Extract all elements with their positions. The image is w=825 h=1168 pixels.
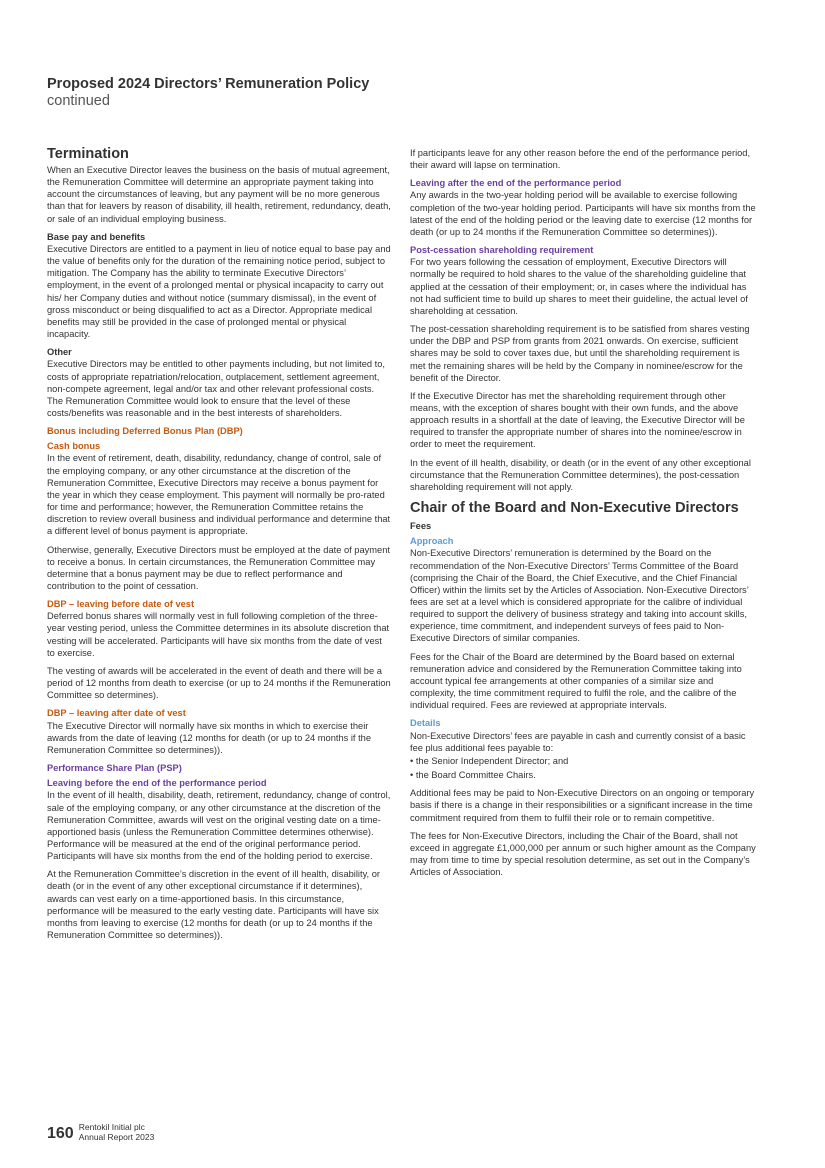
page-subtitle: continued xyxy=(47,93,110,109)
post-cessation-paragraph-4: In the event of ill health, disability, or death (or in the event of any other exceptional circumstance that the Remuneration Committee determines), the post-cessation shareholding requirement will not apply. xyxy=(410,457,751,492)
post-cessation-heading: Post-cessation shareholding requirement xyxy=(410,245,594,256)
dbp-after-vest-paragraph: The Executive Director will normally have six months in which to exercise their awards from the date of leaving (12 months for death (or up to 24 months if the Remuneration Committee so determines)). xyxy=(47,720,372,755)
page-footer xyxy=(47,1122,154,1142)
post-cessation-paragraph-1: For two years following the cessation of employment, Executive Directors will normally be required to hold shares to the value of the shareholding guideline that applied at the cessation of their employment; or, in cases where the individual has not had sufficient time to build up shares to meet their guideline, the actual level of shareholding at cessation. xyxy=(410,257,748,316)
post-cessation-paragraph-3: If the Executive Director has met the shareholding requirement through other means, with the exception of shares bought with their own funds, and the above approach results in a shortfall at the date of leaving, the Executive Director will be required to transfer the appropriate number of shares into the nominee/escrow in order to meet the requirement. xyxy=(410,390,745,450)
approach-paragraph-1: Non-Executive Directors’ remuneration is determined by the Board on the recommendation of the Non-Executive Directors’ Terms Committee of the Board (comprising the Chair of the Board, the Chief Executive, and the Chief Financial Officer) within the limits set by the Articles of Association. Non-Executive Directors’ fees are set at a level which is considered appropriate for the calibre of individual required to support the delivery of business strategy and taking into account skills, experience, time commitment, and independent surveys of fees paid to Non-Executive Directors of similar companies. xyxy=(410,548,749,644)
footer-report: Annual Report 2023 xyxy=(78,1132,155,1142)
details-paragraph: Non-Executive Directors’ fees are payable in cash and currently consist of a basic fee plus additional fees payable to: xyxy=(410,730,746,753)
page-title: Proposed 2024 Directors’ Remuneration Policy xyxy=(47,76,370,92)
left-column xyxy=(47,146,391,947)
termination-paragraph: When an Executive Director leaves the business on the basis of mutual agreement, the Remuneration Committee will determine an appropriate payment taking into account the circumstances of leaving, but any payment will be no more generous than that for leavers by reason of disability, ill health, retirement, redundancy, death, or sale of an individual employing business. xyxy=(47,165,391,224)
chair-ned-heading: Chair of the Board and Non-Executive Directors xyxy=(410,500,739,517)
psp-leaving-before-paragraph-2: At the Remuneration Committee’s discretion in the event of ill health, disability, or death (or in the event of any other exceptional circumstance if it determines), awards can vest early on a time-apportioned basis. In this circumstance, performance will be measured to the early vesting date. Participants will have six months from leaving to exercise (12 months for death (or up to 24 months if the Remuneration Committee so determines)). xyxy=(47,869,380,941)
additional-fees-paragraph: Additional fees may be paid to Non-Executive Directors on an ongoing or temporary basis if there is a change in their responsibilities or a significant increase in the time commitment required from them to fulfil their role or to remain competitive. xyxy=(410,788,755,823)
psp-leaving-before-paragraph-1: In the event of ill health, disability, death, retirement, redundancy, change of control, sale of the employing company, or any other circumstance at the discretion of the Remuneration Committee, awards will vest on the original vesting date on a time-apportioned basis (unless the Remuneration Committee determines otherwise). Performance will be measured at the end of the original performance period. Participants will have six months from the end of the holding period to exercise. xyxy=(47,790,391,862)
bullet-board-committee-chairs: • the Board Committee Chairs. xyxy=(410,770,536,781)
cash-bonus-paragraph-1: In the event of retirement, death, disability, redundancy, change of control, sale of the employing company, or any other circumstance at the discretion of the Remuneration Committee, Executive Directors may receive a bonus payment for the year in which they cease employment. This payment will normally be pro-rated for time and performance; however, the Remuneration Committee retains the discretion to review overall business and individual performance and determine that a different level of bonus payment is appropriate. xyxy=(47,453,391,537)
base-pay-heading: Base pay and benefits xyxy=(47,231,146,242)
dbp-before-vest-heading: DBP – leaving before date of vest xyxy=(47,599,195,610)
dbp-before-vest-paragraph-2: The vesting of awards will be accelerated in the event of death and there will be a period of 12 months from death to exercise (or up to 24 months if the Remuneration Committee so determines). xyxy=(47,665,391,701)
approach-heading: Approach xyxy=(410,536,454,547)
cash-bonus-paragraph-2: Otherwise, generally, Executive Directors must be employed at the date of payment to receive a bonus. In certain circumstances, the Remuneration Committee may determine that a bonus payment may be due to reflect performance and contribution to the point of cessation. xyxy=(47,544,390,591)
other-heading: Other xyxy=(47,347,72,358)
other-reason-paragraph: If participants leave for any other reason before the end of the performance period, their award will lapse on termination. xyxy=(410,148,751,171)
dbp-after-vest-heading: DBP – leaving after date of vest xyxy=(47,708,186,719)
dbp-heading: Bonus including Deferred Bonus Plan (DBP) xyxy=(47,426,243,437)
footer-company: Rentokil Initial plc xyxy=(78,1122,145,1132)
after-performance-paragraph: Any awards in the two-year holding period will be available to exercise following completion of the two-year holding period. Participants will have six months from the latest of the end of the holding period or the leaving date to exercise (12 months for death (or up to 24 months if the Remuneration Committee so determines)). xyxy=(410,190,756,237)
fees-heading: Fees xyxy=(410,521,432,532)
termination-heading: Termination xyxy=(47,146,129,162)
post-cessation-paragraph-2: The post-cessation shareholding requirement is to be satisfied from shares vesting under the DBP and PSP from grants from 2021 onwards. On exercise, sufficient shares may be sold to cover taxes due, but until the shareholding requirement is met the remaining shares will be held by the Company in nominee/escrow for the benefit of the Director. xyxy=(410,324,750,383)
base-pay-paragraph: Executive Directors are entitled to a payment in lieu of notice equal to base pay and the value of benefits only for the duration of the remaining notice period, subject to mitigation. The Company has the ability to terminate Executive Directors’ employment, in the event of a prolonged mental or physical incapacity to carry out his/ her Company duties and without notice (summary dismissal), in the event of gross misconduct or being disqualified to act as a Director. Appropriate medical benefits may still be provided in the case of prolonged mental or physical incapacity. xyxy=(47,243,391,340)
page-number: 160 xyxy=(47,1125,74,1142)
bullet-senior-independent-director: • the Senior Independent Director; and xyxy=(410,755,569,766)
other-paragraph: Executive Directors may be entitled to other payments including, but not limited to, costs of appropriate repatriation/relocation, outplacement, settlement agreement, non-compete agreement, legal and/or tax and other relevant professional costs. The Remuneration Committee would look to ensure that the level of these costs/benefits was reasonable and in the best interests of shareholders. xyxy=(47,359,385,418)
approach-paragraph-2: Fees for the Chair of the Board are determined by the Board based on external remuneration advice and considered by the Remuneration Committee taking into account typical fee arrangements at other companies of a similar size and complexity, the time commitment required to fulfil the role, and the calibre of the individual required. Fees are reviewed at appropriate intervals. xyxy=(410,651,742,711)
cash-bonus-heading: Cash bonus xyxy=(47,441,101,452)
footer-meta xyxy=(79,1122,155,1142)
page-header xyxy=(47,76,369,110)
after-performance-heading: Leaving after the end of the performance period xyxy=(410,178,622,189)
aggregate-fees-paragraph: The fees for Non-Executive Directors, including the Chair of the Board, shall not exceed in aggregate £1,000,000 per annum or such higher amount as the Company may from time to time by special resolution determine, as set out in the Company’s Articles of Association. xyxy=(410,830,756,878)
details-heading: Details xyxy=(410,718,441,729)
psp-heading: Performance Share Plan (PSP) xyxy=(47,763,182,774)
psp-leaving-before-heading: Leaving before the end of the performance period xyxy=(47,778,267,789)
dbp-before-vest-paragraph-1: Deferred bonus shares will normally vest in full following completion of the three-year vesting period, unless the Committee determines in its absolute discretion that vesting will be accelerated. Participants will have six months from the date of vest to exercise. xyxy=(47,611,390,658)
right-column xyxy=(410,147,756,884)
